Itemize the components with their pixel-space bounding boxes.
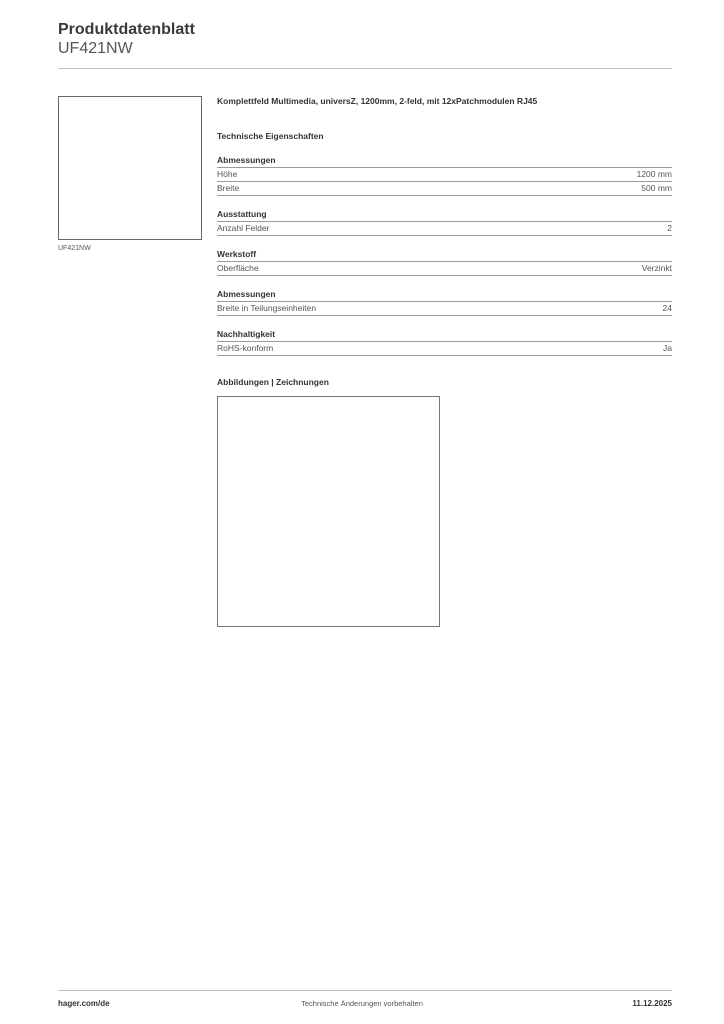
section-heading: Nachhaltigkeit [217,329,672,342]
section-heading: Ausstattung [217,209,672,222]
drawing-image [217,396,440,627]
spec-label: RoHS-konform [217,343,274,353]
spec-row [217,262,672,276]
spec-panel [217,96,672,356]
footer-date: 11.12.2025 [632,999,672,1008]
spec-section-abmessungen [217,155,672,196]
spec-label: Oberfläche [217,263,259,273]
page-title: Produktdatenblatt [58,21,195,38]
product-code: UF421NW [58,40,133,57]
spec-section-ausstattung [217,209,672,236]
spec-row [217,342,672,356]
drawings-heading: Abbildungen | Zeichnungen [217,377,329,387]
spec-row [217,302,672,316]
spec-value: 1200 mm [636,169,672,179]
spec-value: 24 [662,303,672,313]
header-divider [58,68,672,69]
spec-section-nachhaltigkeit [217,329,672,356]
footer-notice: Technische Änderungen vorbehalten [301,999,423,1008]
spec-label: Breite in Teilungseinheiten [217,303,317,313]
product-image [58,96,202,240]
section-heading: Abmessungen [217,289,672,302]
product-description: Komplettfeld Multimedia, universZ, 1200mm, 2-feld, mit 12xPatchmodulen RJ45 [217,96,538,106]
spec-label: Höhe [217,169,238,179]
product-image-caption: UF421NW [58,245,91,252]
spec-value: 500 mm [641,183,672,193]
spec-label: Breite [217,183,240,193]
spec-label: Anzahl Felder [217,223,270,233]
section-heading: Werkstoff [217,249,672,262]
spec-row [217,168,672,182]
spec-value: Verzinkt [641,263,672,273]
footer-website-link[interactable]: hager.com/de [58,999,110,1008]
spec-row [217,182,672,196]
tech-properties-heading: Technische Eigenschaften [217,131,324,141]
spec-section-abmessungen-te [217,289,672,316]
spec-section-werkstoff [217,249,672,276]
section-heading: Abmessungen [217,155,672,168]
spec-row [217,222,672,236]
spec-value: 2 [667,223,672,233]
spec-value: Ja [663,343,672,353]
footer-divider [58,990,672,991]
